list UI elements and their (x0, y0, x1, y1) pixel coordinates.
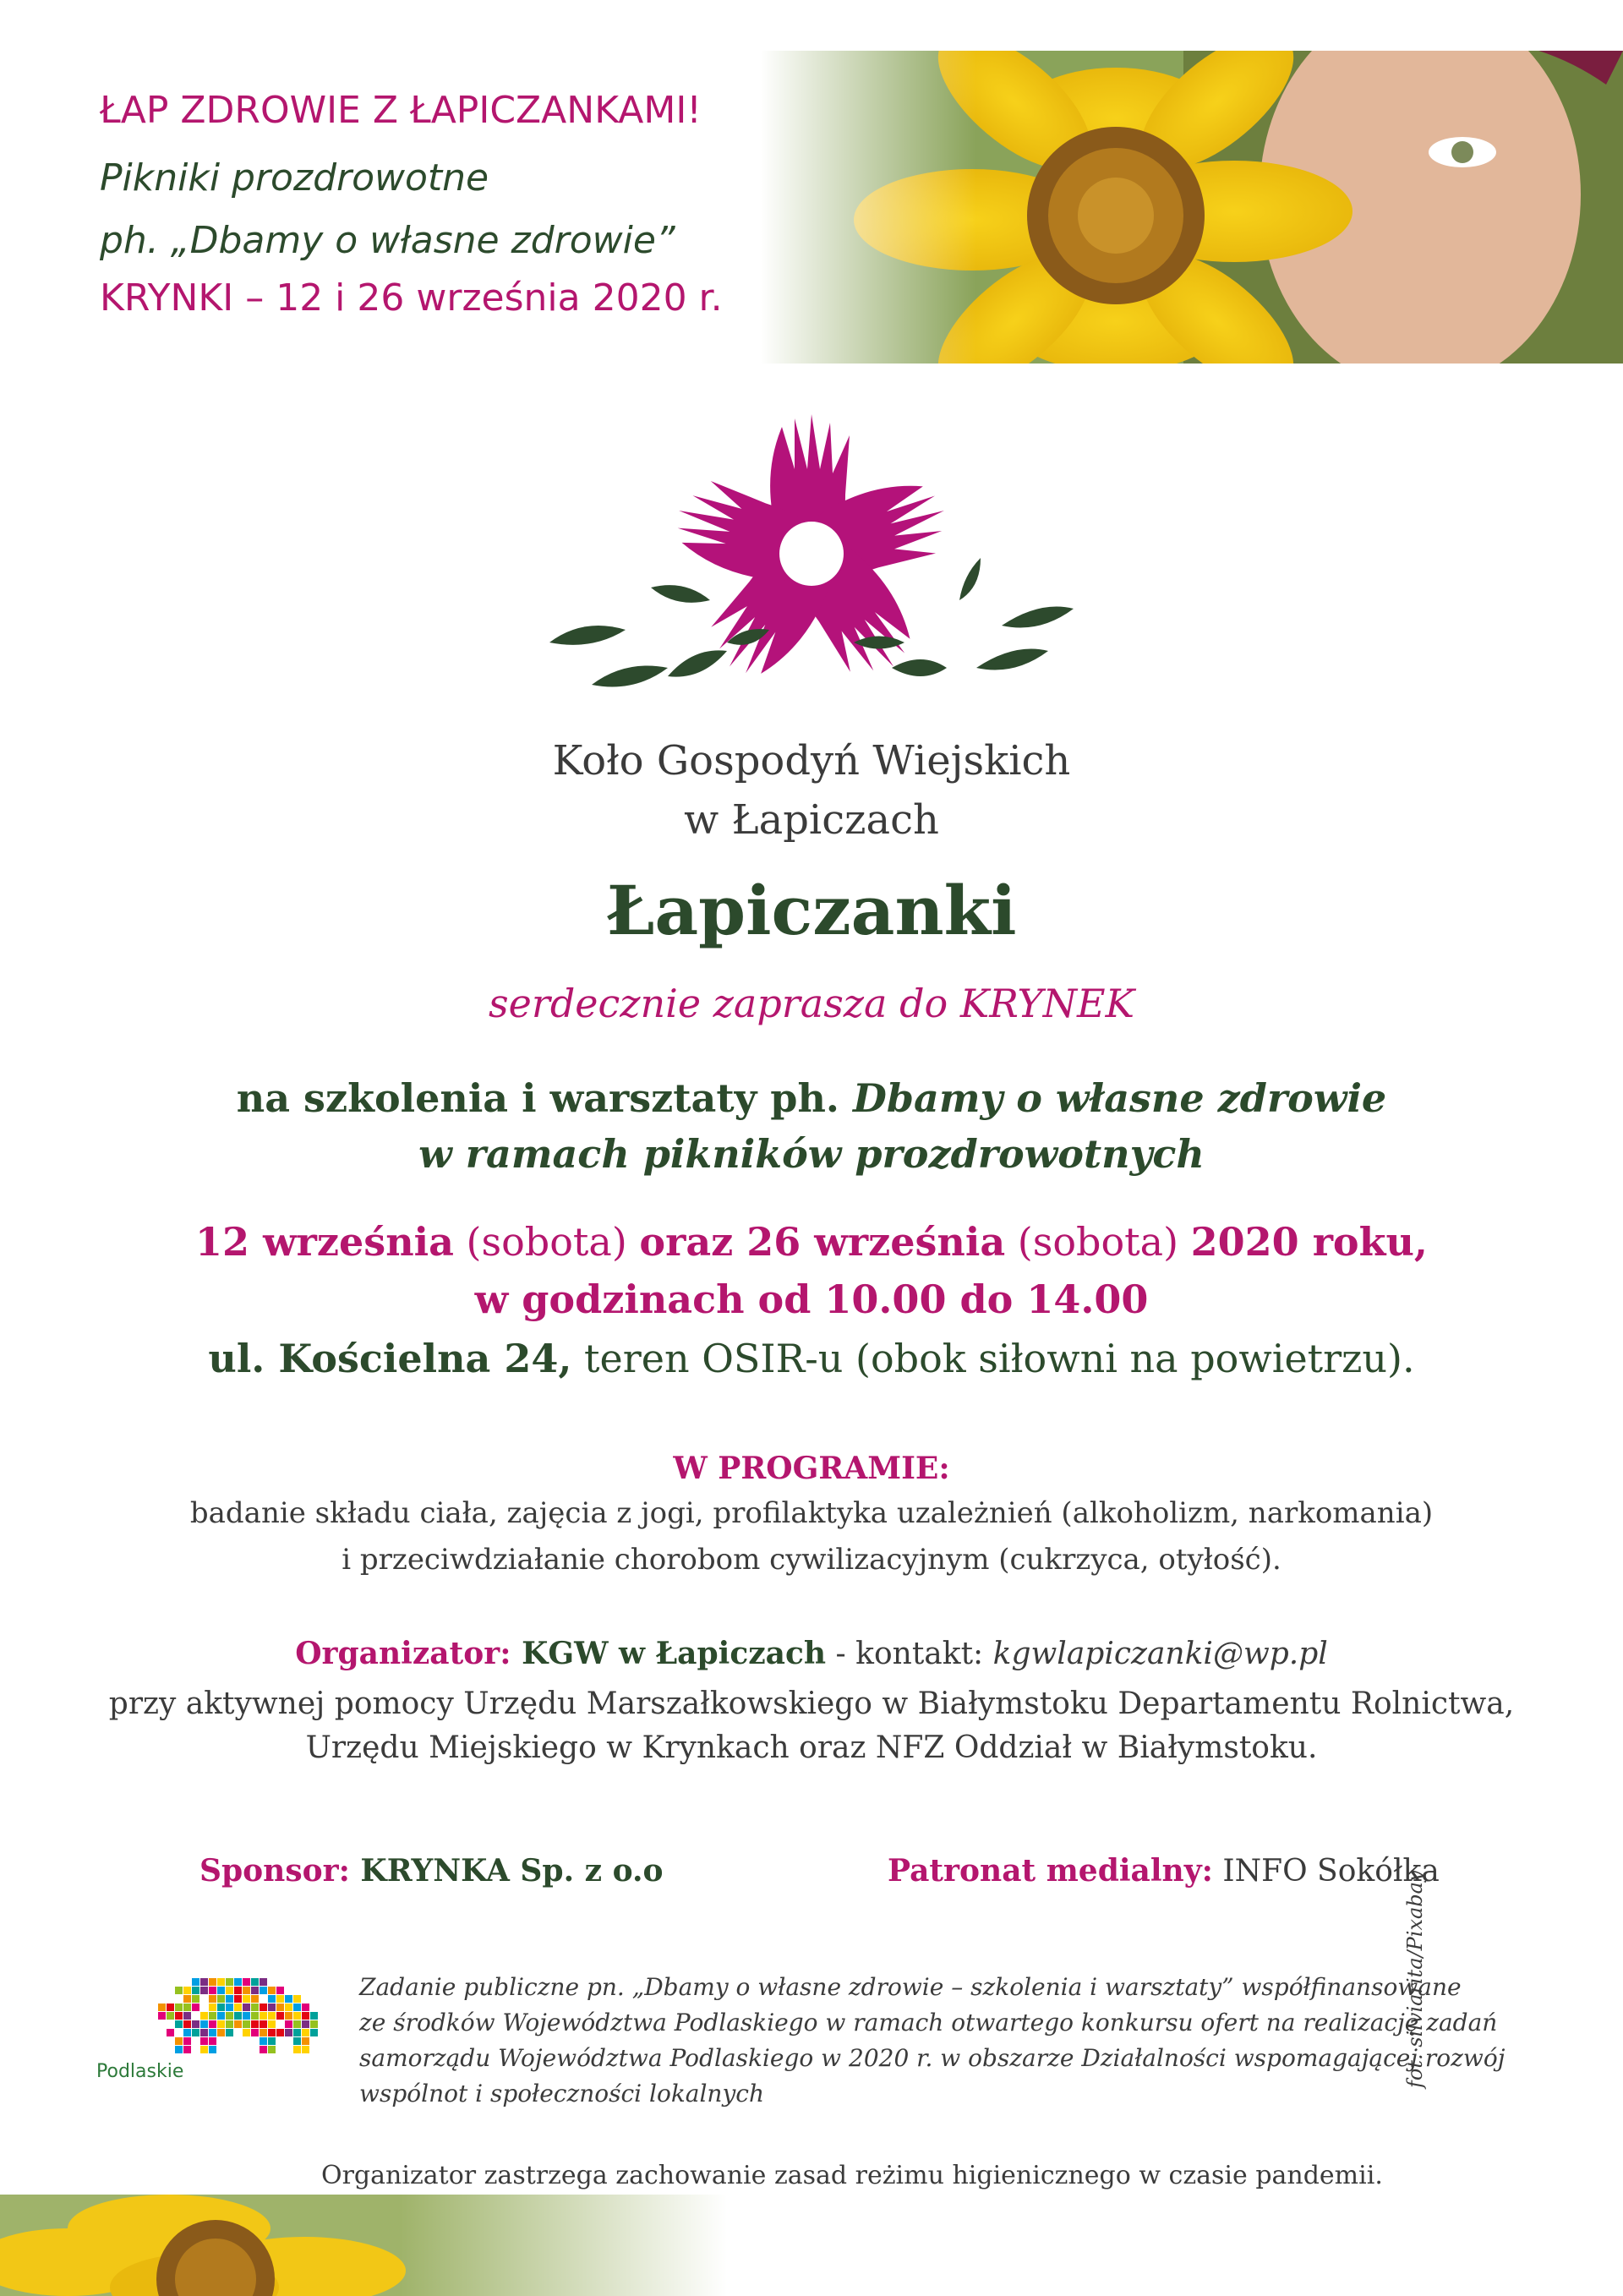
logo-pixel (260, 1995, 267, 2003)
logo-pixel (276, 1987, 284, 1994)
header-line-4: KRYNKI – 12 i 26 września 2020 r. (100, 276, 723, 320)
logo-pixel (158, 2012, 166, 2020)
logo-pixel (285, 2020, 292, 2028)
podlaskie-logo (95, 1970, 323, 2088)
funding-line-4: wspólnot i społeczności lokalnych (359, 2080, 764, 2107)
logo-pixel (260, 1987, 267, 1994)
day-1: (sobota) (453, 1219, 640, 1265)
logo-pixel (260, 2029, 267, 2036)
org-line-1: Koło Gospodyń Wiejskich (552, 737, 1071, 784)
logo-pixel (200, 1978, 208, 1986)
organizer-label: Organizator: (295, 1636, 511, 1671)
logo-pixel (175, 2012, 183, 2020)
logo-pixel (260, 2037, 267, 2045)
logo-pixel (293, 1995, 301, 2003)
logo-pixel (276, 2004, 284, 2011)
logo-pixel (243, 2029, 250, 2036)
logo-pixel (243, 1995, 250, 2003)
logo-pixel (175, 2029, 183, 2036)
logo-pixel (175, 2046, 183, 2053)
logo-pixel (293, 2046, 301, 2053)
address-street: ul. Kościelna 24, (208, 1336, 572, 1381)
logo-pixel (200, 2012, 208, 2020)
logo-pixel (200, 1987, 208, 1994)
logo-pixel (268, 2020, 276, 2028)
logo-pixel (251, 2029, 259, 2036)
footer-photo (0, 2195, 727, 2296)
header-line-3: ph. „Dbamy o własne zdrowie” (100, 219, 675, 262)
logo-pixel (167, 2012, 174, 2020)
logo-pixel (251, 1987, 259, 1994)
organizer-line-3: Urzędu Miejskiego w Krynkach oraz NFZ Oddział w Białymstoku. (305, 1730, 1318, 1765)
logo-pixel (192, 1995, 199, 2003)
logo-pixel (209, 1995, 216, 2003)
logo-pixel (251, 2012, 259, 2020)
logo-pixel (302, 2004, 309, 2011)
logo-pixel (234, 2020, 242, 2028)
logo-pixel (183, 1995, 191, 2003)
logo-pixel (251, 1995, 259, 2003)
logo-pixel (226, 2020, 233, 2028)
logo-pixel (276, 1995, 284, 2003)
logo-pixel (310, 2029, 318, 2036)
logo-pixel (200, 1995, 208, 2003)
logo-pixel (183, 2029, 191, 2036)
logo-pixel (243, 2004, 250, 2011)
logo-pixel (209, 1978, 216, 1986)
program-line-2: i przeciwdziałanie chorobom cywilizacyjnym (cukrzyca, otyłość). (342, 1543, 1281, 1577)
logo-pixel (175, 2020, 183, 2028)
logo-pixel (234, 2012, 242, 2020)
logo-pixel (234, 1978, 242, 1986)
organizer-line-1 (0, 1636, 1623, 1671)
organizer-name: KGW w Łapiczach (511, 1636, 827, 1671)
organizer-line-2: przy aktywnej pomocy Urzędu Marszałkowskiego w Białymstoku Departamentu Rolnictwa, (108, 1686, 1515, 1721)
logo-pixel (260, 2020, 267, 2028)
logo-pixel (167, 2020, 174, 2028)
sponsor-name: KRYNKA Sp. z o.o (349, 1853, 664, 1889)
logo-pixel (192, 1978, 199, 1986)
sponsor-label: Sponsor: (199, 1853, 350, 1889)
logo-pixel (276, 2029, 284, 2036)
logo-pixel (226, 2012, 233, 2020)
logo-pixel (217, 2029, 225, 2036)
logo-pixel (293, 2012, 301, 2020)
patron (888, 1853, 1440, 1889)
logo-pixel (192, 2012, 199, 2020)
footer-note: Organizator zastrzega zachowanie zasad reżimu higienicznego w czasie pandemii. (321, 2161, 1383, 2190)
logo-pixel (167, 1995, 174, 2003)
logo-pixel (192, 2004, 199, 2011)
logo-pixel (192, 2029, 199, 2036)
funding-line-3: samorządu Województwa Podlaskiego w 2020 r. w obszarze Działalności wspomagającej rozwój (359, 2044, 1506, 2072)
logo-pixel (226, 1978, 233, 1986)
logo-pixel (268, 2012, 276, 2020)
logo-pixel (310, 2020, 318, 2028)
logo-pixel (158, 2020, 166, 2028)
logo-pixel (158, 2004, 166, 2011)
invite-line: serdecznie zaprasza do KRYNEK (489, 981, 1134, 1026)
header-photo (761, 51, 1623, 364)
logo-pixel (251, 2020, 259, 2028)
event-line-1a: na szkolenia i warsztaty ph. (236, 1075, 853, 1121)
logo-pixel (209, 1987, 216, 1994)
logo-pixel (226, 2004, 233, 2011)
logo-pixel (302, 2037, 309, 2045)
program-line-1: badanie składu ciała, zajęcia z jogi, profilaktyka uzależnień (alkoholizm, narkomania) (189, 1496, 1434, 1530)
org-name: Łapiczanki (606, 871, 1017, 950)
logo-pixel (285, 2004, 292, 2011)
logo-pixel (260, 2046, 267, 2053)
logo-pixel (209, 2012, 216, 2020)
logo-pixel (175, 2037, 183, 2045)
logo-pixel (293, 2004, 301, 2011)
logo-pixel (200, 2029, 208, 2036)
logo-pixel (302, 2020, 309, 2028)
date-1: 12 września (195, 1219, 454, 1265)
event-line-1 (0, 1075, 1623, 1121)
logo-pixel (192, 2020, 199, 2028)
logo-pixel (243, 1987, 250, 1994)
logo-pixel (234, 1995, 242, 2003)
address-detail: teren OSIR-u (obok siłowni na powietrzu). (571, 1336, 1415, 1381)
logo-pixel (243, 2012, 250, 2020)
logo-pixel (285, 2029, 292, 2036)
logo-pixel (285, 1995, 292, 2003)
logo-pixel (175, 2004, 183, 2011)
sponsor (199, 1853, 664, 1889)
logo-pixel (234, 2029, 242, 2036)
date-2: oraz 26 września (639, 1219, 1006, 1265)
logo-pixel (268, 2029, 276, 2036)
logo-pixel (192, 1987, 199, 1994)
logo-pixel (217, 2004, 225, 2011)
logo-pixel (200, 2020, 208, 2028)
logo-pixel (302, 2046, 309, 2053)
event-line-2: w ramach pikników prozdrowotnych (418, 1131, 1205, 1177)
logo-pixel (217, 2012, 225, 2020)
logo-pixel (209, 2029, 216, 2036)
contact-email[interactable]: kgwlapiczanki@wp.pl (992, 1637, 1328, 1671)
logo-pixel (268, 1987, 276, 1994)
logo-pixel (183, 2020, 191, 2028)
funding-line-1: Zadanie publiczne pn. „Dbamy o własne zdrowie – szkolenia i warsztaty” współfinansowane (359, 1973, 1462, 2001)
logo-pixel (183, 2046, 191, 2053)
logo-pixel (209, 2004, 216, 2011)
logo-pixel (310, 2012, 318, 2020)
program-title: W PROGRAMIE: (673, 1451, 950, 1486)
logo-pixel (302, 2012, 309, 2020)
year: 2020 roku, (1190, 1219, 1428, 1265)
logo-pixel (200, 2046, 208, 2053)
kgw-logo (541, 397, 1082, 710)
event-dates (0, 1219, 1623, 1265)
podlaskie-label: Podlaskie (96, 2061, 184, 2082)
logo-pixel (260, 2012, 267, 2020)
logo-pixel (226, 2029, 233, 2036)
logo-pixel (175, 1995, 183, 2003)
logo-pixel (217, 2020, 225, 2028)
contact-label: - kontakt: (826, 1637, 993, 1671)
logo-pixel (276, 2020, 284, 2028)
logo-pixel (268, 2004, 276, 2011)
header-line-1: ŁAP ZDROWIE Z ŁAPICZANKAMI! (100, 89, 702, 132)
logo-pixel (183, 1987, 191, 1994)
logo-pixel (175, 1987, 183, 1994)
logo-pixel (234, 1987, 242, 1994)
patron-name: INFO Sokółka (1212, 1854, 1440, 1889)
header-line-2: Pikniki prozdrowotne (100, 156, 489, 200)
logo-pixel (293, 2037, 301, 2045)
logo-pixel (268, 1995, 276, 2003)
logo-pixel (251, 2004, 259, 2011)
funding-text (359, 1970, 1505, 2112)
funding-line-2: ze środków Województwa Podlaskiego w ramach otwartego konkursu ofert na realizację zadań (359, 2009, 1498, 2036)
photo-credit: fot. silviarita/Pixabay (1403, 1870, 1427, 2088)
logo-pixel (268, 2037, 276, 2045)
logo-pixel (226, 1987, 233, 1994)
logo-pixel (217, 1995, 225, 2003)
logo-pixel (234, 2004, 242, 2011)
logo-pixel (285, 2012, 292, 2020)
logo-pixel (209, 2046, 216, 2053)
logo-pixel (183, 2037, 191, 2045)
logo-pixel (209, 2020, 216, 2028)
logo-pixel (293, 2029, 301, 2036)
logo-pixel (302, 2029, 309, 2036)
logo-pixel (167, 2004, 174, 2011)
logo-pixel (183, 2004, 191, 2011)
org-line-2: w Łapiczach (684, 796, 939, 844)
logo-pixel (260, 1978, 267, 1986)
logo-pixel (217, 1978, 225, 1986)
logo-pixel (251, 1978, 259, 1986)
logo-pixel (209, 2037, 216, 2045)
logo-pixel (226, 1995, 233, 2003)
logo-pixel (183, 2012, 191, 2020)
logo-pixel (276, 2012, 284, 2020)
logo-pixel (200, 2037, 208, 2045)
logo-pixel (167, 2029, 174, 2036)
logo-pixel (217, 1987, 225, 1994)
logo-pixel (243, 2020, 250, 2028)
event-address (0, 1336, 1623, 1381)
event-line-1b: Dbamy o własne zdrowie (852, 1075, 1387, 1121)
logo-pixel (260, 2004, 267, 2011)
logo-pixel (268, 2046, 276, 2053)
patron-label: Patronat medialny: (888, 1853, 1213, 1889)
event-hours: w godzinach od 10.00 do 14.00 (474, 1276, 1149, 1322)
logo-pixel (200, 2004, 208, 2011)
day-2: (sobota) (1005, 1219, 1191, 1265)
logo-pixel (293, 2020, 301, 2028)
logo-pixel (243, 1978, 250, 1986)
